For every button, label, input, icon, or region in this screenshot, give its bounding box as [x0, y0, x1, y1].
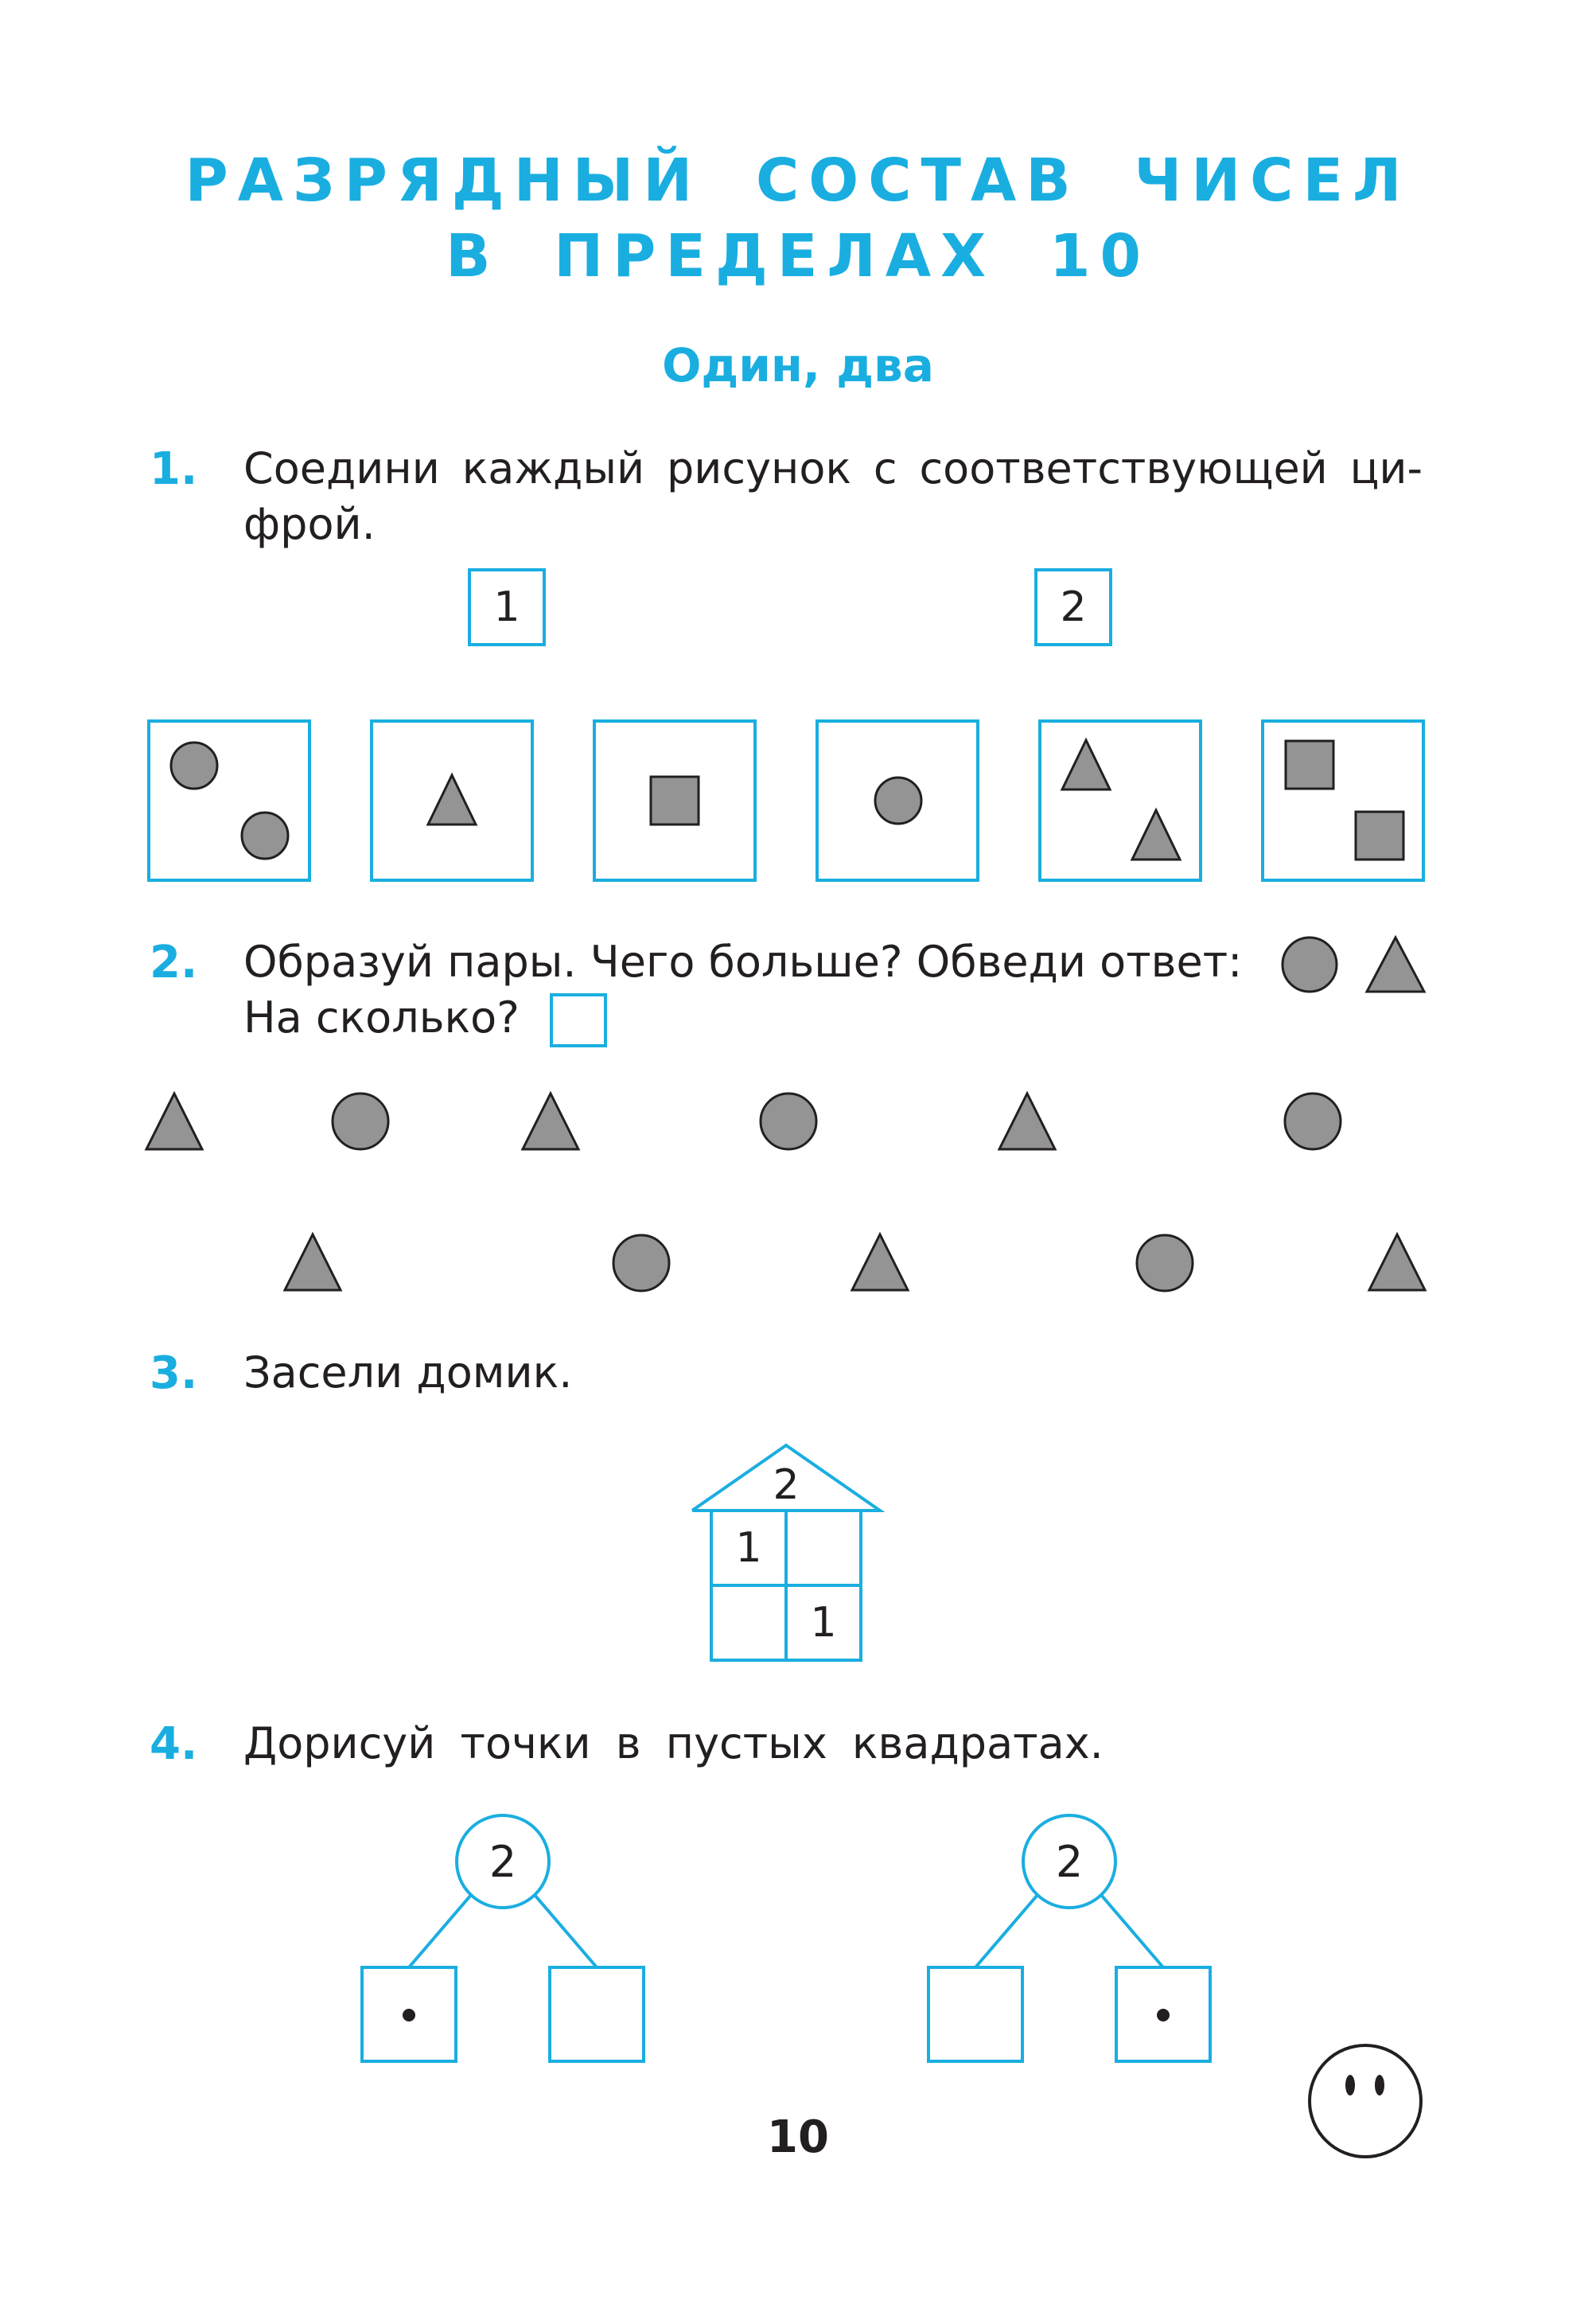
- circle-shape: [1137, 1235, 1193, 1291]
- circle-shape: [333, 1094, 388, 1149]
- square-shape: [1356, 812, 1403, 860]
- tree-1-left-dot: [403, 2009, 415, 2021]
- triangle-shape: [146, 1094, 202, 1149]
- task-4-number: 4.: [150, 1718, 198, 1770]
- tree-2-root-number: 2: [1055, 1837, 1084, 1887]
- triangle-shape: [285, 1234, 341, 1290]
- triangle-shape: [523, 1094, 578, 1149]
- triangle-shape: [1062, 740, 1110, 789]
- answer-box[interactable]: [551, 995, 605, 1046]
- square-shape: [651, 777, 699, 825]
- tree-2-left-square[interactable]: [928, 1967, 1022, 2061]
- task-1-text-line-2: фрой.: [243, 499, 376, 549]
- tree-1-root-number: 2: [489, 1837, 517, 1887]
- task-2-text-line-1: Образуй пары. Чего больше? Обведи ответ:: [243, 937, 1243, 987]
- task-1-text-line-1: Соедини каждый рисунок с соответствующей ци-: [243, 443, 1423, 493]
- answer-triangle-option[interactable]: [1367, 938, 1424, 992]
- task-1-number: 1.: [150, 443, 198, 495]
- circle-shape: [1285, 1094, 1341, 1149]
- triangle-shape: [1132, 810, 1180, 860]
- circle-shape: [242, 813, 288, 859]
- task-3-number: 3.: [150, 1347, 198, 1399]
- house-roof-number: 2: [773, 1461, 800, 1509]
- page-number: 10: [767, 2111, 829, 2163]
- task-2-text-line-2: На сколько?: [243, 992, 520, 1043]
- task-2-number: 2.: [150, 937, 198, 988]
- tree-1-right-square[interactable]: [550, 1967, 644, 2061]
- page-title-line-1: РАЗРЯДНЫЙ СОСТАВ ЧИСЕЛ: [185, 146, 1411, 215]
- circle-shape: [613, 1235, 669, 1291]
- picture-card-two-circles[interactable]: [149, 721, 309, 880]
- house-cell-1-1[interactable]: 1: [735, 1524, 762, 1572]
- triangle-shape: [999, 1094, 1055, 1149]
- page-title-line-2: В ПРЕДЕЛАХ 10: [446, 222, 1150, 290]
- digit-1-label: 1: [493, 583, 520, 631]
- circle-shape: [171, 743, 217, 789]
- circle-shape: [875, 778, 921, 824]
- task-4-text: Дорисуй точки в пустых квадратах.: [243, 1718, 1104, 1768]
- digit-2-label: 2: [1060, 583, 1087, 631]
- task-3-text: Засели домик.: [243, 1347, 573, 1398]
- circle-shape: [761, 1094, 816, 1149]
- square-shape: [1286, 741, 1333, 789]
- triangle-shape: [428, 775, 476, 825]
- house-cell-2-2[interactable]: 1: [810, 1599, 837, 1647]
- answer-circle-option[interactable]: [1283, 938, 1337, 992]
- triangle-shape: [1369, 1234, 1425, 1290]
- tree-2-right-dot: [1157, 2009, 1170, 2021]
- section-subtitle: Один, два: [662, 338, 934, 392]
- triangle-shape: [852, 1234, 908, 1290]
